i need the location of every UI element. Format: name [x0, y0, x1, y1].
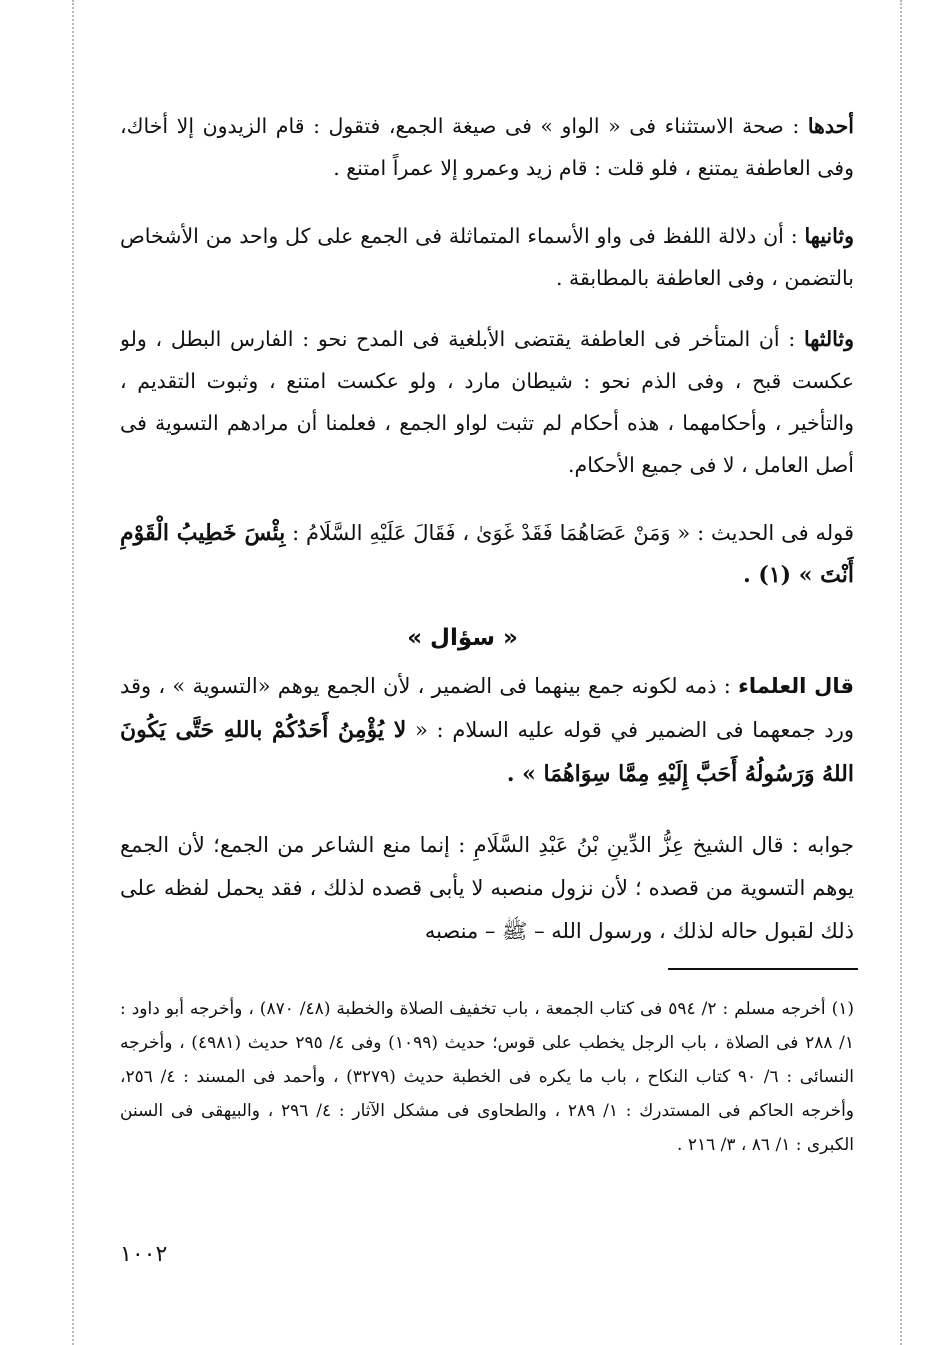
left-margin-dotted-rule: [72, 0, 74, 1345]
answer-body: : قال الشيخ عِزُّ الدِّينِ بْنُ عَبْدِ السَّلَامِ : إنما منع الشاعر من الجمع؛ لأن الجمع يوهم التسوية من قصده ؛ لأن نزول منصبه لا يأبى قصده لذلك ، فقد يحمل لفظه على ذلك لقبول حاله لذلك ، ورسول الله – ﷺ – منصبه: [120, 833, 854, 943]
paragraph-body: : أن دلالة اللفظ فى واو الأسماء المتماثلة فى الجمع على كل واحد من الأشخاص بالتضمن ، وفى العاطفة بالمطابقة .: [120, 224, 854, 290]
paragraph-first-difference: [120, 105, 854, 231]
answer-lead: جوابه: [807, 833, 854, 857]
paragraph-third-difference: [120, 318, 854, 498]
paragraph-hadith-quote: [120, 512, 854, 612]
question-hadith-quote: لا يُؤْمِنُ أَحَدُكُمْ باللهِ حَتَّى يَكُونَ اللهُ وَرَسُولُهُ أَحَبَّ إِلَيْهِ مِمَّا سِوَاهُمَا » .: [120, 717, 854, 787]
section-heading: « سؤال »: [407, 625, 518, 651]
paragraph-second-difference: [120, 215, 854, 299]
question-body: : ذمه لكونه جمع بينهما فى الضمير ، لأن الجمع يوهم «التسوية » ، وقد ورد جمعهما فى الضمير في قوله عليه السلام : «: [120, 674, 854, 742]
page-number: ١٠٠٢: [120, 1242, 168, 1267]
paragraph-lead-word: أحدها: [807, 114, 854, 138]
right-margin-dotted-rule: [900, 0, 902, 1345]
paragraph-lead-word: وثانيها: [804, 224, 854, 248]
question-lead: قال العلماء: [738, 674, 854, 698]
paragraph-body: قوله فى الحديث : « وَمَنْ عَصَاهُمَا فَقَدْ غَوَىٰ ، فَقَالَ عَلَيْهِ السَّلَامُ :: [292, 521, 854, 545]
footnote-text: (١) أخرجه مسلم : ٢/ ٥٩٤ فى كتاب الجمعة ، باب تخفيف الصلاة والخطبة (٤٨/ ٨٧٠) ، وأخرجه أبو داود : ١/ ٢٨٨ فى الصلاة ، باب الرجل يخطب على قوس؛ حديث (١٠٩٩) وفى ٤/ ٢٩٥ حديث (٤٩٨١) ، وأخرجه النسائى : ٦/ ٩٠ كتاب النكاح ، باب ما يكره فى الخطبة حديث (٣٢٧٩) ، وأحمد فى المسند : ٤/ ٢٥٦، وأخرجه الحاكم فى المستدرك : ١/ ٢٨٩ ، والطحاوى فى مشكل الآثار : ٤/ ٢٩٦ ، والبيهقى فى السنن الكبرى : ١/ ٨٦ ، ٣/ ٢١٦ .: [120, 999, 854, 1155]
answer-paragraph: [120, 824, 854, 964]
paragraph-body: : صحة الاستثناء فى « الواو » فى صيغة الجمع، فتقول : قام الزيدون إلا أخاك، وفى العاطفة يمتنع ، فلو قلت : قام زيد وعمرو إلا عمراً امتنع .: [120, 114, 854, 180]
paragraph-lead-word: وثالثها: [804, 327, 854, 351]
paragraph-body: : أن المتأخر فى العاطفة يقتضى الأبلغية فى المدح نحو : الفارس البطل ، ولو عكست قبح ، وفى الذم نحو : شيطان مارد ، ولو عكست امتنع ، وثبوت التقديم ، والتأخير ، وأحكامهما ، هذه أحكام لم تثبت لواو الجمع ، فعلمنا أن مرادهم التسوية فى أصل العامل ، لا فى جميع الأحكام.: [120, 327, 854, 477]
hadith-quote-text: بِئْسَ خَطِيبُ الْقَوْمِ أَنْتَ » (١) .: [120, 520, 854, 588]
question-paragraph: [120, 664, 854, 814]
footnote-divider: [668, 968, 858, 970]
